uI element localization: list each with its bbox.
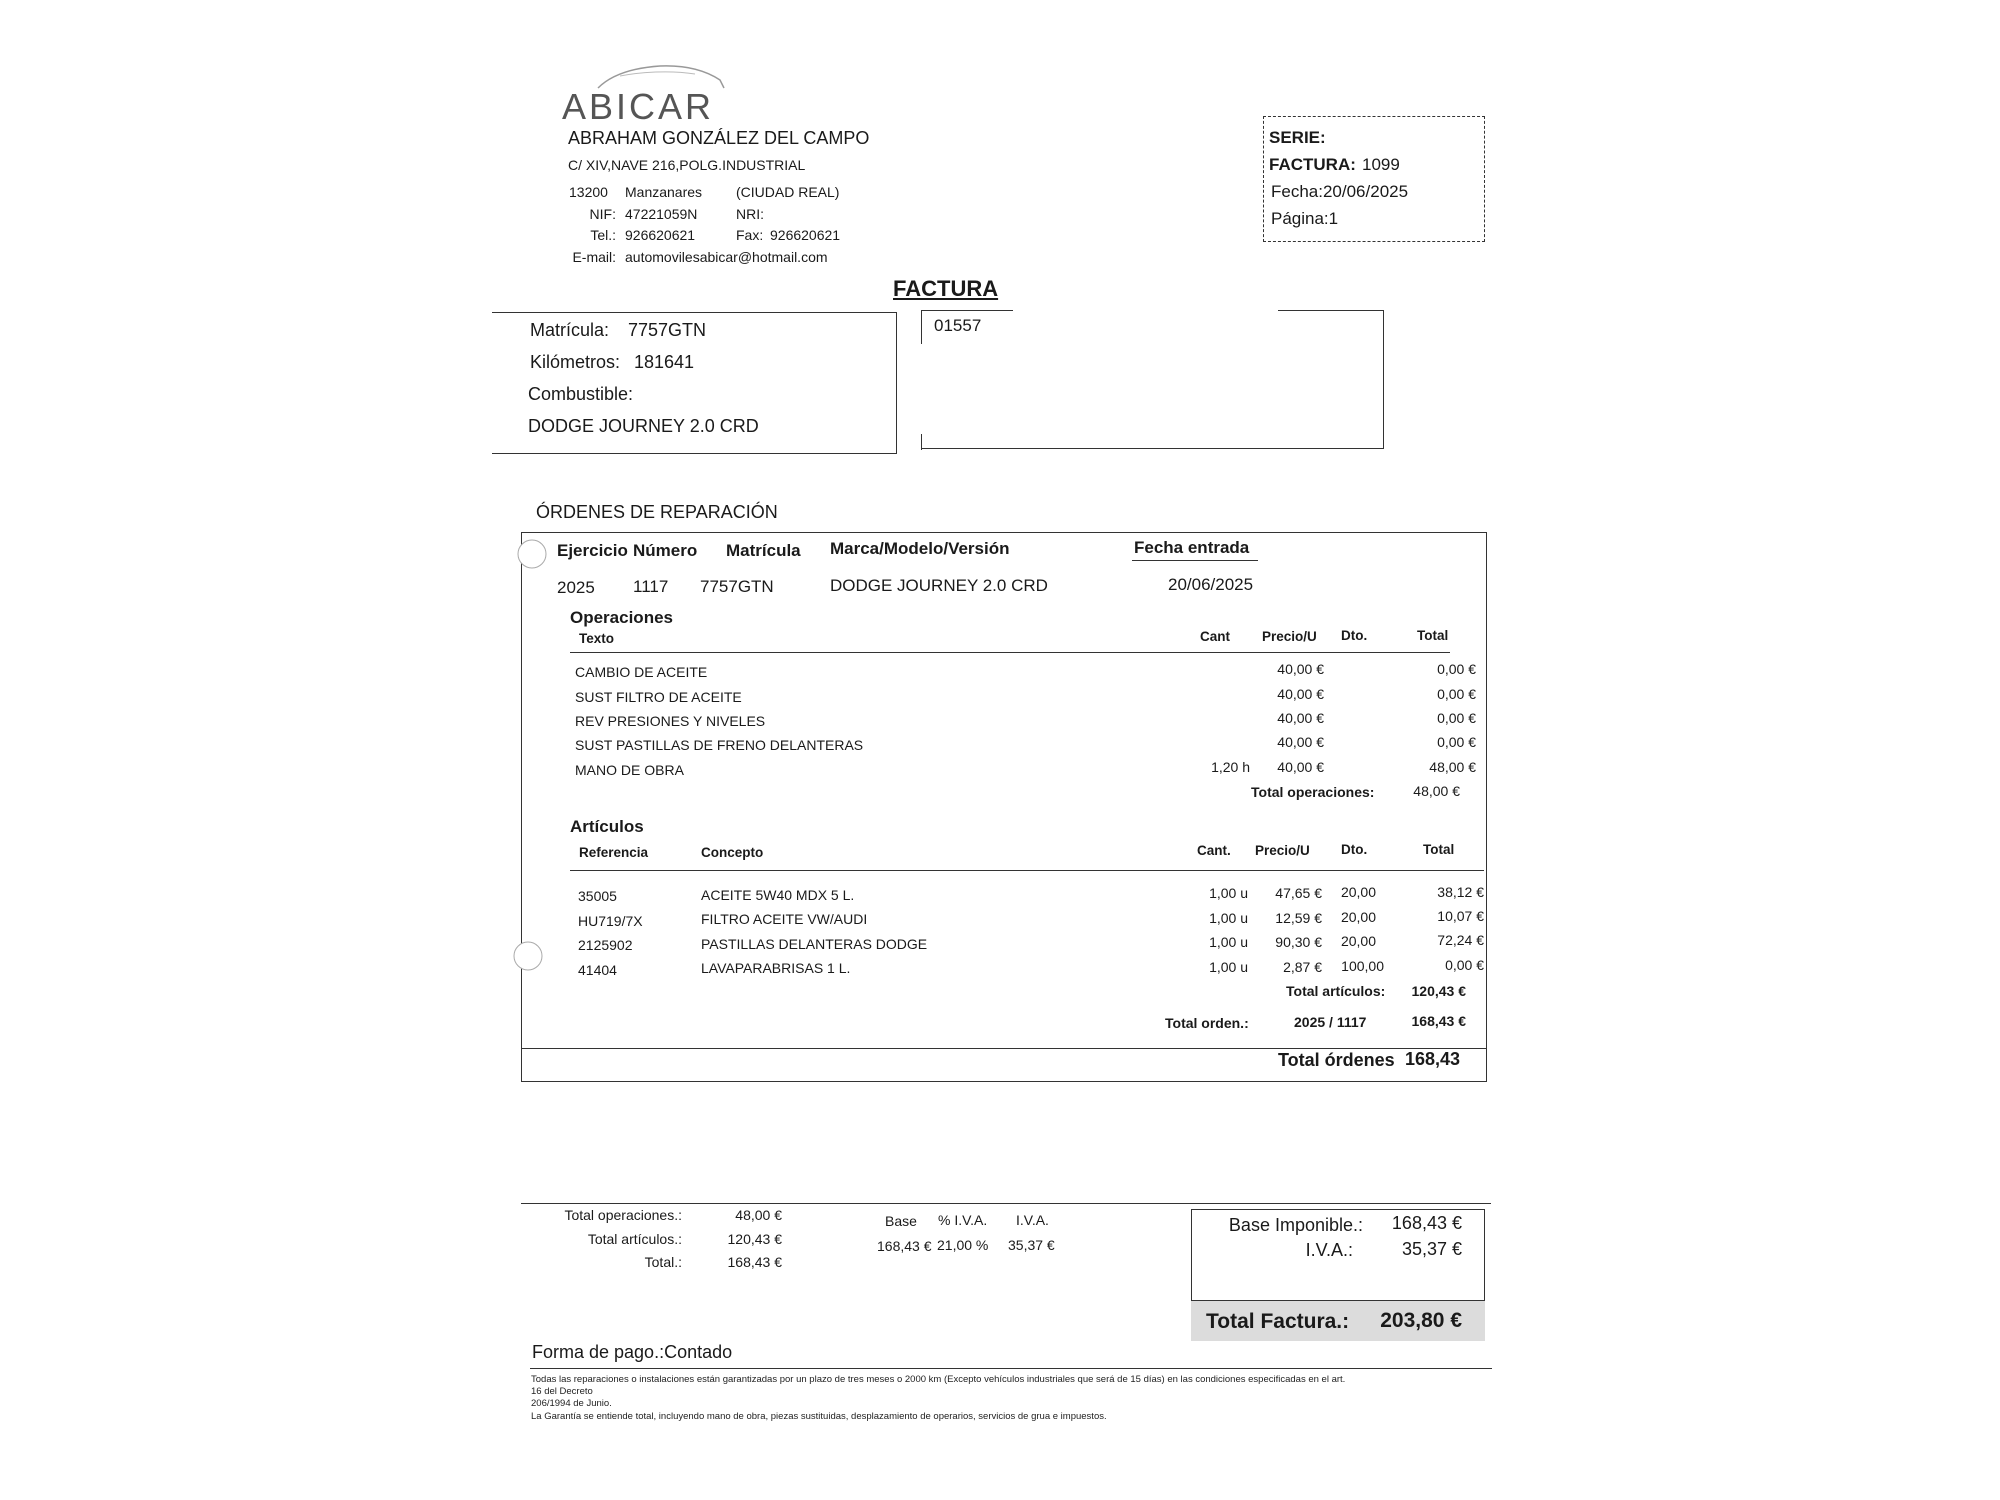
- op-row-texto: SUST FILTRO DE ACEITE: [575, 689, 742, 705]
- art-row-cant: 1,00 u: [1209, 885, 1248, 901]
- grand-total-label: Total Factura.:: [1206, 1310, 1350, 1333]
- vat-header-pct: % I.V.A.: [938, 1212, 988, 1228]
- summary-ops-label: Total operaciones.:: [564, 1207, 682, 1223]
- op-row-precio: 40,00 €: [1277, 661, 1324, 677]
- op-row-total: 0,00 €: [1437, 686, 1476, 702]
- art-row-ref: HU719/7X: [578, 913, 643, 929]
- order-fecha: 20/06/2025: [1168, 575, 1254, 594]
- km-value: 181641: [634, 352, 695, 372]
- document-title: FACTURA: [893, 276, 999, 301]
- operations-title: Operaciones: [570, 608, 673, 627]
- operations-total: 48,00 €: [1413, 783, 1460, 799]
- art-row-precio: 90,30 €: [1275, 934, 1322, 950]
- company-postal-code: 13200: [569, 184, 608, 200]
- orders-total-value: 168,43: [1405, 1049, 1461, 1069]
- art-row-ref: 35005: [578, 888, 617, 904]
- art-row-total: 0,00 €: [1445, 957, 1484, 973]
- fax-label: Fax:: [736, 227, 764, 243]
- grand-total-value: 203,80 €: [1380, 1309, 1462, 1332]
- order-header-numero: Número: [633, 541, 698, 560]
- op-header-texto: Texto: [579, 631, 615, 646]
- art-row-concepto: ACEITE 5W40 MDX 5 L.: [701, 887, 855, 903]
- company-province: (CIUDAD REAL): [736, 184, 840, 200]
- company-address: C/ XIV,NAVE 216,POLG.INDUSTRIAL: [568, 157, 806, 173]
- tel-label: Tel.:: [590, 227, 616, 243]
- art-header-cant: Cant.: [1197, 843, 1231, 858]
- summary-total: 168,43 €: [727, 1254, 782, 1270]
- op-header-precio: Precio/U: [1262, 629, 1317, 644]
- order-total-value: 168,43 €: [1411, 1013, 1466, 1029]
- op-row-precio: 40,00 €: [1277, 710, 1324, 726]
- op-row-texto: MANO DE OBRA: [575, 762, 684, 778]
- art-row-precio: 2,87 €: [1283, 959, 1322, 975]
- art-row-dto: 20,00: [1340, 884, 1376, 900]
- op-row-total: 0,00 €: [1437, 661, 1476, 677]
- customer-box: [921, 310, 1384, 449]
- vehicle-model: DODGE JOURNEY 2.0 CRD: [528, 416, 759, 436]
- order-numero: 1117: [633, 577, 669, 596]
- order-matricula: 7757GTN: [700, 577, 774, 596]
- op-row-cant: 1,20 h: [1211, 759, 1250, 775]
- summary-total-label: Total.:: [644, 1254, 682, 1270]
- orders-total-divider: [521, 1048, 1487, 1049]
- operations-total-label: Total operaciones:: [1251, 784, 1375, 800]
- factura-label: FACTURA:: [1269, 155, 1356, 174]
- art-header-dto: Dto.: [1341, 842, 1368, 857]
- km-label: Kilómetros:: [530, 352, 621, 372]
- order-header-modelo: Marca/Modelo/Versión: [830, 539, 1010, 558]
- legal-top-line: [530, 1368, 1492, 1369]
- art-header-concepto: Concepto: [701, 845, 764, 860]
- order-header-underline: [1132, 560, 1258, 561]
- summary-top-line: [521, 1203, 1491, 1204]
- vat-iva: 35,37 €: [1008, 1237, 1055, 1253]
- art-header-ref: Referencia: [579, 845, 649, 860]
- op-row-texto: SUST PASTILLAS DE FRENO DELANTERAS: [575, 737, 864, 753]
- op-header-cant: Cant: [1200, 629, 1230, 644]
- art-row-cant: 1,00 u: [1209, 910, 1248, 926]
- art-row-dto: 20,00: [1340, 909, 1376, 925]
- invoice-page: Página:1: [1271, 209, 1339, 228]
- email-value: automovilesabicar@hotmail.com: [625, 249, 828, 265]
- customer-box-left-top: [921, 310, 922, 344]
- tel-value: 926620621: [625, 227, 696, 243]
- order-header-ejercicio: Ejercicio: [557, 541, 628, 560]
- nif-label: NIF:: [589, 206, 616, 222]
- base-imponible-label: Base Imponible.:: [1228, 1215, 1363, 1235]
- vat-base: 168,43 €: [877, 1238, 932, 1254]
- fax-value: 926620621: [770, 227, 841, 243]
- art-header-precio: Precio/U: [1255, 843, 1310, 858]
- art-row-total: 38,12 €: [1437, 884, 1484, 900]
- op-header-total: Total: [1417, 628, 1449, 643]
- factura-number: 1099: [1362, 155, 1400, 174]
- art-row-concepto: FILTRO ACEITE VW/AUDI: [701, 911, 868, 927]
- base-imponible-value: 168,43 €: [1391, 1213, 1462, 1233]
- art-row-precio: 12,59 €: [1275, 910, 1322, 926]
- op-row-texto: REV PRESIONES Y NIVELES: [575, 713, 766, 729]
- invoice-date: Fecha:20/06/2025: [1271, 182, 1409, 201]
- vat-header-iva: I.V.A.: [1016, 1212, 1049, 1228]
- op-row-precio: 40,00 €: [1277, 686, 1324, 702]
- company-city: Manzanares: [625, 184, 703, 200]
- summary-ops: 48,00 €: [735, 1207, 782, 1223]
- legal-line-3: 206/1994 de Junio.: [531, 1398, 612, 1409]
- summary-arts-label: Total artículos.:: [587, 1231, 682, 1247]
- nri-label: NRI:: [736, 206, 764, 222]
- order-total-ref: 2025 / 1117: [1294, 1014, 1367, 1030]
- art-row-dto: 20,00: [1340, 933, 1376, 949]
- iva-value: 35,37 €: [1401, 1239, 1462, 1259]
- vat-header-base: Base: [885, 1213, 917, 1229]
- vat-pct: 21,00 %: [937, 1237, 989, 1253]
- op-row-precio: 40,00 €: [1277, 734, 1324, 750]
- summary-arts: 120,43 €: [727, 1231, 782, 1247]
- articles-total: 120,43 €: [1411, 983, 1466, 999]
- iva-label: I.V.A.:: [1305, 1240, 1353, 1260]
- fuel-label: Combustible:: [528, 384, 634, 404]
- art-row-ref: 2125902: [578, 937, 633, 953]
- legal-line-1: Todas las reparaciones o instalaciones están garantizadas por un plazo de tres meses o 2000 km (Excepto vehículos industriales que será de 15 días) en las condiciones especificadas en el art.: [531, 1374, 1346, 1385]
- orders-title: ÓRDENES DE REPARACIÓN: [536, 502, 778, 522]
- punch-hole-bottom-icon: [512, 940, 548, 976]
- articles-title: Artículos: [570, 817, 644, 836]
- art-row-ref: 41404: [578, 962, 617, 978]
- op-header-dto: Dto.: [1341, 628, 1368, 643]
- nif-value: 47221059N: [625, 206, 698, 222]
- op-row-total: 48,00 €: [1429, 759, 1476, 775]
- order-header-matricula: Matrícula: [726, 541, 801, 560]
- customer-box-left-bottom: [921, 434, 922, 450]
- payment-method: Forma de pago.:Contado: [532, 1342, 733, 1362]
- matricula-label: Matrícula:: [530, 320, 610, 340]
- op-row-texto: CAMBIO DE ACEITE: [575, 664, 708, 680]
- customer-box-top-right: [1278, 310, 1384, 311]
- order-modelo: DODGE JOURNEY 2.0 CRD: [830, 576, 1048, 595]
- art-row-total: 72,24 €: [1437, 932, 1484, 948]
- art-row-total: 10,07 €: [1437, 908, 1484, 924]
- customer-code: 01557: [934, 316, 982, 335]
- company-name: ABRAHAM GONZÁLEZ DEL CAMPO: [568, 128, 870, 148]
- operations-header-line: [570, 652, 1450, 653]
- orders-total-label: Total órdenes: [1278, 1050, 1395, 1070]
- matricula-value: 7757GTN: [628, 320, 707, 340]
- op-row-precio: 40,00 €: [1277, 759, 1324, 775]
- articles-total-label: Total artículos:: [1286, 983, 1386, 999]
- punch-hole-top-icon: [516, 538, 552, 574]
- art-row-precio: 47,65 €: [1275, 885, 1322, 901]
- email-label: E-mail:: [572, 249, 616, 265]
- order-total-label: Total orden.:: [1165, 1015, 1249, 1031]
- company-logo: ABICAR: [562, 86, 715, 127]
- serie-label: SERIE:: [1269, 128, 1326, 147]
- op-row-total: 0,00 €: [1437, 734, 1476, 750]
- order-header-fecha: Fecha entrada: [1134, 538, 1250, 557]
- op-row-total: 0,00 €: [1437, 710, 1476, 726]
- art-row-dto: 100,00: [1341, 958, 1384, 974]
- customer-box-top-left: [921, 310, 1013, 311]
- art-row-cant: 1,00 u: [1209, 934, 1248, 950]
- articles-header-line: [570, 870, 1484, 871]
- art-header-total: Total: [1423, 842, 1455, 857]
- legal-line-4: La Garantía se entiende total, incluyendo mano de obra, piezas sustituidas, desplazamiento de operarios, servicios de grua e impuestos.: [531, 1411, 1107, 1422]
- legal-line-2: 16 del Decreto: [531, 1386, 593, 1397]
- art-row-concepto: LAVAPARABRISAS 1 L.: [701, 960, 851, 976]
- order-ejercicio: 2025: [557, 578, 595, 597]
- art-row-cant: 1,00 u: [1209, 959, 1248, 975]
- art-row-concepto: PASTILLAS DELANTERAS DODGE: [701, 936, 928, 952]
